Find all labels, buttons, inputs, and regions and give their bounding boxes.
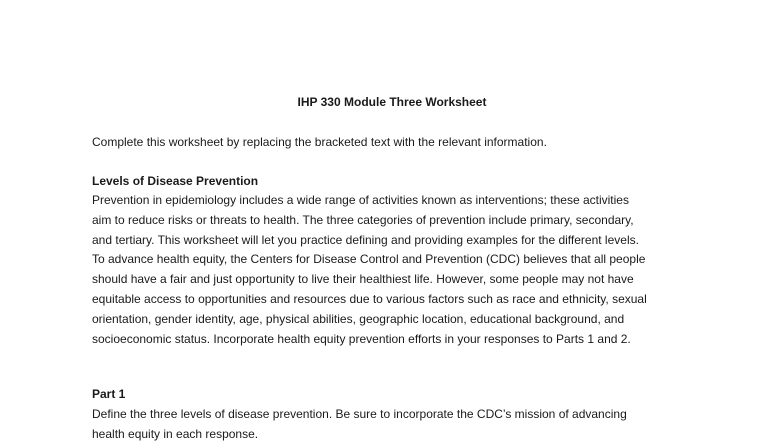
body-text-line: orientation, gender identity, age, physical abilities, geographic location, educational background, and: [92, 311, 625, 326]
body-text-line: health equity in each response.: [92, 426, 259, 441]
part-1-section: [92, 386, 627, 445]
body-text-line: and tertiary. This worksheet will let you practice defining and providing examples for the different levels.: [92, 232, 639, 247]
levels-of-prevention-heading: Levels of Disease Prevention: [92, 174, 259, 188]
body-text-line: socioeconomic status. Incorporate health equity prevention efforts in your responses to Parts 1 and 2.: [92, 331, 631, 346]
body-text-line: equitable access to opportunities and resources due to various factors such as race and ethnicity, sexual: [92, 291, 647, 306]
body-text-line: aim to reduce risks or threats to health. The three categories of prevention include primary, secondary,: [92, 212, 634, 227]
body-text-line: should have a fair and just opportunity to live their healthiest life. However, some people may not have: [92, 272, 634, 287]
part-1-heading: Part 1: [92, 387, 126, 401]
levels-of-prevention-section: [92, 173, 647, 349]
body-text-line: Define the three levels of disease prevention. Be sure to incorporate the CDC’s mission of advancing: [92, 407, 627, 421]
instructions-text: Complete this worksheet by replacing the bracketed text with the relevant information.: [92, 135, 547, 149]
worksheet-title: IHP 330 Module Three Worksheet: [297, 95, 487, 109]
body-text-line: To advance health equity, the Centers for Disease Control and Prevention (CDC) believes that all people: [92, 252, 646, 267]
body-text-line: Prevention in epidemiology includes a wide range of activities known as interventions; these activities: [92, 193, 629, 207]
